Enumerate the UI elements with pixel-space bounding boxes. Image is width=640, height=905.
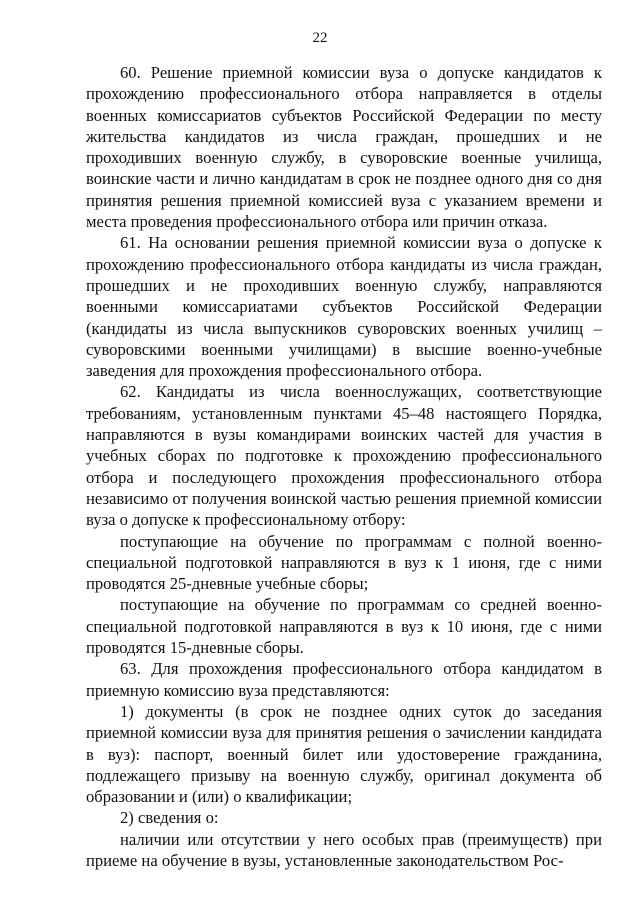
document-body (86, 62, 602, 871)
paragraph-63-item-2-subitem: наличии или отсутствии у него особых прав (преимуществ) при приеме на обучение в вузы, установленные законодательством Рос- (86, 829, 602, 870)
paragraph-61: 61. На основании решения приемной комиссии вуза о допуске к прохождению профессионального отбора кандидаты из числа граждан, прошедших и не проходивших военную службу, направляются военными комиссариатами субъектов Российской Федерации (кандидаты из числа выпускников суворовских военных училищ – суворовскими военными училищами) в высшие военно-учебные заведения для прохождения профессионального отбора. (86, 233, 602, 381)
page-number: 22 (312, 30, 328, 46)
paragraph-62-item-medium-training: поступающие на обучение по программам со средней военно-специальной подготовкой направляются в вуз к 10 июня, где с ними проводятся 15-дневные сборы. (86, 595, 602, 658)
paragraph-63-item-1: 1) документы (в срок не позднее одних суток до заседания приемной комиссии вуза для принятия решения о зачислении кандидата в вуз): паспорт, военный билет или удостоверение гражданина, подлежащего призыву на военную службу, оригинал документа об образовании и (или) о квалификации; (86, 701, 602, 807)
paragraph-63: 63. Для прохождения профессионального отбора кандидатом в приемную комиссию вуза представляются: (86, 659, 602, 700)
paragraph-63-item-2: 2) сведения о: (120, 808, 219, 828)
paragraph-62-item-full-training: поступающие на обучение по программам с полной военно-специальной подготовкой направляются в вуз к 1 июня, где с ними проводятся 25-дневные учебные сборы; (86, 531, 602, 594)
paragraph-62: 62. Кандидаты из числа военнослужащих, соответствующие требованиям, установленным пунктами 45–48 настоящего Порядка, направляются в вузы командирами воинских частей для участия в учебных сборах по подготовке к прохождению профессионального отбора и последующего прохождения профессионального отбора независимо от получения воинской частью решения приемной комиссии вуза о допуске к профессиональному отбору: (86, 382, 602, 530)
paragraph-60: 60. Решение приемной комиссии вуза о допуске кандидатов к прохождению профессионального отбора направляется в отделы военных комиссариатов субъектов Российской Федерации по месту жительства кандидатов из числа граждан, прошедших и не проходивших военную службу, в суворовские военные училища, воинские части и лично кандидатам в срок не позднее одного дня со дня принятия решения приемной комиссией вуза с указанием времени и места проведения профессионального отбора или причин отказа. (86, 63, 602, 232)
